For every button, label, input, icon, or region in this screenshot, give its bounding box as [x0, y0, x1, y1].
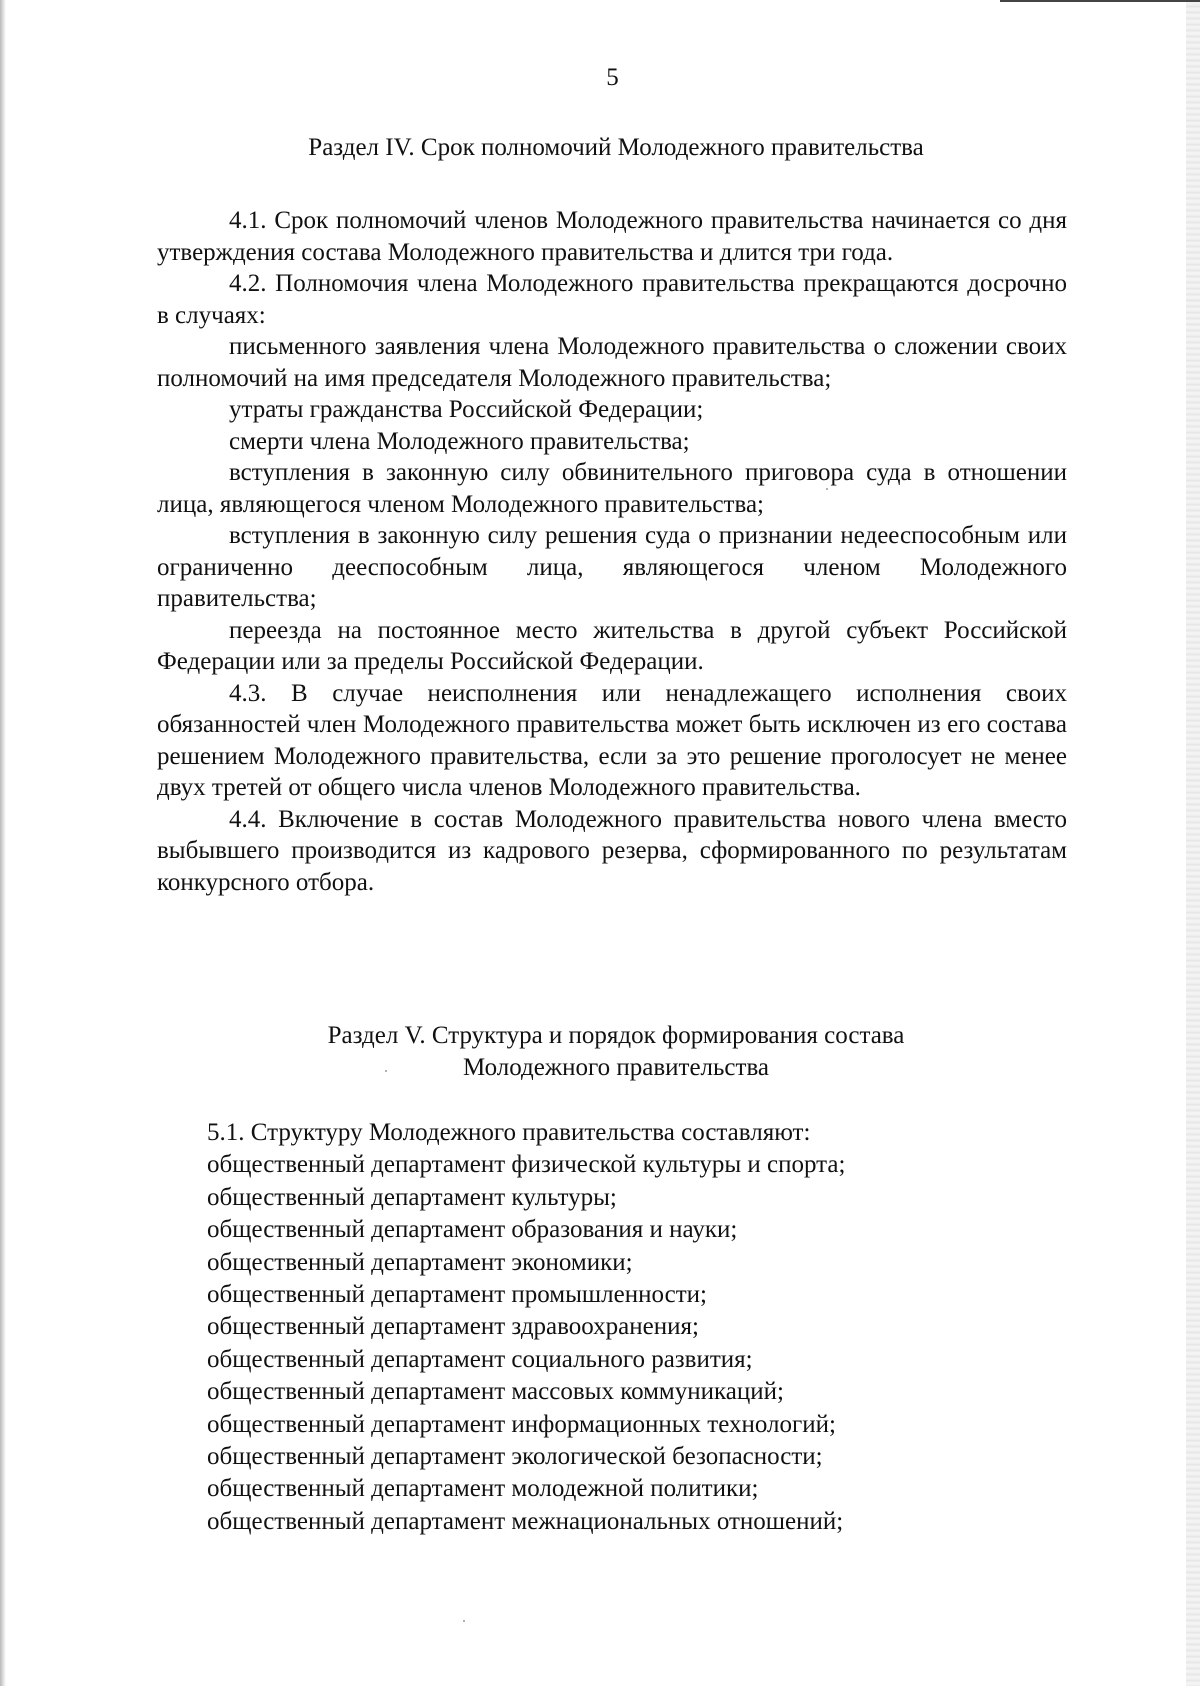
paragraph-4-2-case-3: смерти члена Молодежного правительства;	[229, 427, 690, 455]
section-4-title-text: Раздел IV. Срок полномочий Молодежного правительства	[308, 134, 924, 161]
paragraph-4-2-case-6: переезда на постоянное место жительства в другой субъект Российской Федерации или за пределы Российской Федерации.	[157, 616, 1067, 675]
scan-speck	[826, 488, 828, 490]
list-item: общественный департамент экологической безопасности;	[207, 1443, 823, 1471]
scan-edge-top	[1000, 0, 1200, 2]
section-4-title	[0, 132, 1200, 164]
page-number: 5	[606, 64, 619, 91]
list-item: общественный департамент культуры;	[207, 1183, 617, 1211]
paragraph-4-2-case-2: утраты гражданства Российской Федерации;	[229, 396, 704, 423]
list-item: общественный департамент межнациональных отношений;	[207, 1507, 844, 1535]
scan-speck	[385, 1070, 387, 1072]
section-5-title	[0, 1020, 1200, 1084]
paragraph-4-4: 4.4. Включение в состав Молодежного правительства нового члена вместо выбывшего производится из кадрового резерва, сформированного по результатам конкурсного отбора.	[157, 805, 1067, 896]
section-5-title-line-2: Молодежного правительства	[462, 1054, 770, 1081]
paragraph-4-1: 4.1. Срок полномочий членов Молодежного правительства начинается со дня утверждения состава Молодежного правительства и длится три года.	[157, 207, 1067, 266]
section-5-title-line-1: Раздел V. Структура и порядок формирования состава	[327, 1022, 905, 1049]
section-4-body	[157, 205, 1067, 898]
paragraph-5-1: 5.1. Структуру Молодежного правительства составляют:	[207, 1119, 811, 1146]
paragraph-4-2: 4.2. Полномочия члена Молодежного правительства прекращаются досрочно в случаях:	[157, 270, 1067, 329]
list-item: общественный департамент экономики;	[207, 1248, 633, 1276]
list-item: общественный департамент массовых коммуникаций;	[207, 1378, 784, 1406]
list-item: общественный департамент промышленности;	[207, 1281, 707, 1309]
paragraph-4-2-case-4: вступления в законную силу обвинительного приговора суда в отношении лица, являющегося членом Молодежного правительства;	[157, 459, 1067, 518]
list-item: общественный департамент социального развития;	[207, 1345, 753, 1373]
list-item: общественный департамент информационных технологий;	[207, 1410, 836, 1438]
scan-edge-right	[1186, 0, 1200, 1686]
paragraph-4-2-case-1: письменного заявления члена Молодежного правительства о сложении своих полномочий на имя председателя Молодежного правительства;	[157, 333, 1067, 392]
scan-edge-left	[0, 0, 6, 1686]
list-item: общественный департамент физической культуры и спорта;	[207, 1151, 846, 1179]
list-item: общественный департамент молодежной политики;	[207, 1475, 759, 1503]
section-5-list	[207, 1117, 1007, 1538]
scan-speck	[463, 1620, 465, 1622]
list-item: общественный департамент здравоохранения;	[207, 1313, 699, 1341]
list-item: общественный департамент образования и науки;	[207, 1216, 738, 1244]
paragraph-4-3: 4.3. В случае неисполнения или ненадлежащего исполнения своих обязанностей член Молодежного правительства может быть исключен из его состава решением Молодежного правительства, если за это решение проголосует не менее двух третей от общего числа членов Молодежного правительства.	[157, 679, 1067, 801]
paragraph-4-2-case-5: вступления в законную силу решения суда о признании недееспособным или ограниченно дееспособным лица, являющегося членом Молодежного правительства;	[157, 522, 1067, 612]
